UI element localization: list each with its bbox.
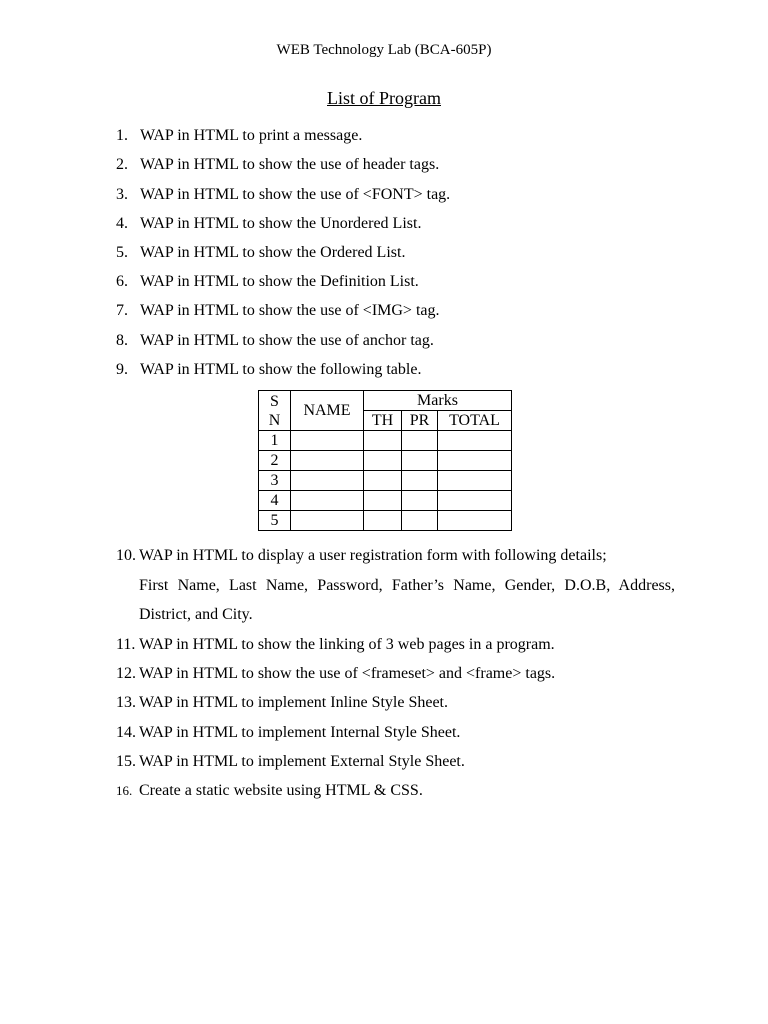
item-number: 15. [116,753,136,770]
list-item [116,238,676,267]
list-item [116,180,676,209]
sn-header: S N [259,391,291,431]
th-cell [364,431,402,451]
item-number: 11. [116,636,136,653]
name-cell [291,511,364,531]
list-item [116,718,676,747]
sn-cell: 4 [259,491,291,511]
item-number: 12. [116,665,136,682]
th-cell [364,491,402,511]
item-number: 10. [116,547,136,564]
name-cell [291,451,364,471]
name-cell [291,471,364,491]
item-text: WAP in HTML to show the use of <FONT> tag. [140,186,451,203]
th-cell [364,471,402,491]
sn-cell: 5 [259,511,291,531]
total-cell [438,451,512,471]
total-cell [438,471,512,491]
marks-table [258,390,512,531]
total-header: TOTAL [438,411,512,431]
total-cell [438,431,512,451]
item-text: WAP in HTML to implement Internal Style Sheet. [139,724,461,741]
item-text: WAP in HTML to print a message. [140,127,363,144]
item-text: Create a static website using HTML & CSS. [139,782,423,799]
pr-cell [402,471,438,491]
list-item [116,355,676,384]
list-item [116,659,676,688]
item-text: WAP in HTML to implement Inline Style Sheet. [139,694,448,711]
item-number: 2. [116,156,128,173]
item-text: WAP in HTML to show the use of <frameset> and <frame> tags. [139,665,556,682]
sn-cell: 2 [259,451,291,471]
list-item [116,150,676,179]
item-text: WAP in HTML to show the use of <IMG> tag. [140,302,440,319]
item-number: 7. [116,302,128,319]
item-text: WAP in HTML to show the use of header tags. [140,156,440,173]
pr-cell [402,451,438,471]
item-number: 1. [116,127,128,144]
sn-cell: 1 [259,431,291,451]
item-text: WAP in HTML to show the Unordered List. [140,215,422,232]
item-number: 8. [116,332,128,349]
item-text: WAP in HTML to show the linking of 3 web pages in a program. [139,636,555,653]
item-text: WAP in HTML to show the Ordered List. [140,244,406,261]
item-number: 6. [116,273,128,290]
list-item [116,747,676,776]
list-item [116,267,676,296]
list-item-continuation [139,571,675,630]
name-header: NAME [291,391,364,431]
marks-header: Marks [364,391,512,411]
item-number: 3. [116,186,128,203]
name-cell [291,491,364,511]
list-item [116,541,678,570]
list-item [116,776,676,805]
page-header: WEB Technology Lab (BCA-605P) [276,42,492,58]
table-row [259,431,512,451]
item-number: 16. [116,783,133,798]
pr-cell [402,511,438,531]
item-number: 14. [116,724,136,741]
th-cell [364,451,402,471]
total-cell [438,491,512,511]
th-header: TH [364,411,402,431]
pr-cell [402,431,438,451]
list-item [116,688,676,717]
list-item [116,326,676,355]
item-text-continuation: First Name, Last Name, Password, Father’s Name, Gender, D.O.B, Address, District, and City. [139,577,675,624]
list-item [116,209,676,238]
th-cell [364,511,402,531]
list-item [116,121,676,150]
table-row [259,451,512,471]
item-number: 13. [116,694,136,711]
list-item [116,296,676,325]
pr-header: PR [402,411,438,431]
item-text: WAP in HTML to implement External Style Sheet. [139,753,465,770]
list-item [116,630,676,659]
total-cell [438,511,512,531]
name-cell [291,431,364,451]
item-number: 4. [116,215,128,232]
page-title: List of Program [327,88,441,108]
item-text: WAP in HTML to show the Definition List. [140,273,419,290]
pr-cell [402,491,438,511]
item-number: 9. [116,361,128,378]
item-text: WAP in HTML to show the use of anchor tag. [140,332,434,349]
table-row [259,511,512,531]
sn-cell: 3 [259,471,291,491]
item-text: WAP in HTML to display a user registration form with following details; [139,547,607,564]
table-row [259,471,512,491]
item-number: 5. [116,244,128,261]
table-row [259,491,512,511]
item-text: WAP in HTML to show the following table. [140,361,422,378]
